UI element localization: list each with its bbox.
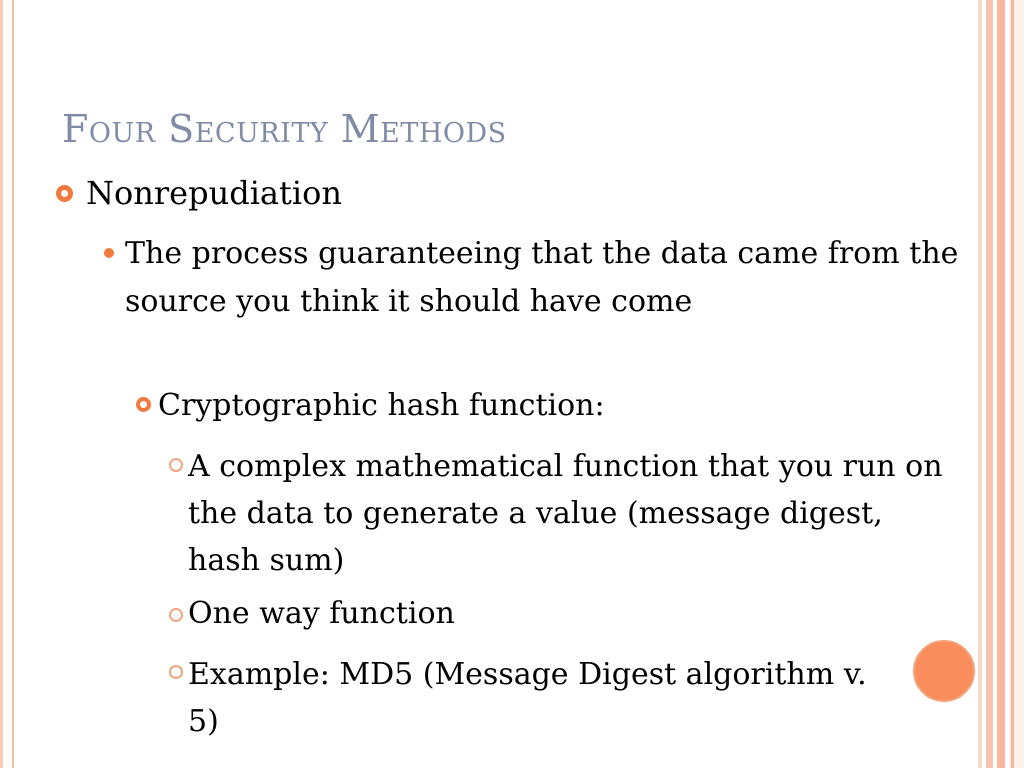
small-ring-bullet-icon bbox=[169, 608, 183, 622]
bullet-level4-item bbox=[188, 594, 455, 634]
bullet-level4-text: One way function bbox=[188, 596, 455, 631]
slide-title: Four Security Methods bbox=[62, 107, 507, 151]
bullet-level4-text: A complex mathematical function that you run on the data to generate a value (message digest, hash sum) bbox=[188, 449, 943, 578]
bullet-level4-item bbox=[188, 651, 888, 745]
right-stripe-5 bbox=[1011, 0, 1014, 768]
bullet-level4-text: Example: MD5 (Message Digest algorithm v. 5) bbox=[188, 657, 867, 739]
ring-bullet-icon bbox=[136, 397, 151, 412]
bullet-level1-text: Nonrepudiation bbox=[86, 174, 342, 212]
right-stripe-3 bbox=[997, 0, 1005, 768]
small-ring-bullet-icon bbox=[169, 458, 183, 472]
bullet-level2-text: The process guaranteeing that the data came from the source you think it should have come bbox=[125, 236, 959, 319]
orange-circle-decoration bbox=[913, 640, 975, 702]
bullet-level3-text: Cryptographic hash function: bbox=[158, 388, 605, 423]
dot-bullet-icon bbox=[104, 248, 114, 258]
right-stripe-2 bbox=[986, 0, 993, 768]
right-stripe-1 bbox=[978, 0, 982, 768]
small-ring-bullet-icon bbox=[169, 665, 183, 679]
bullet-level4-item bbox=[188, 443, 958, 584]
bullet-level2 bbox=[125, 230, 975, 326]
ring-bullet-icon bbox=[56, 185, 73, 202]
bullet-level1 bbox=[86, 173, 342, 213]
bullet-level3 bbox=[158, 386, 605, 426]
